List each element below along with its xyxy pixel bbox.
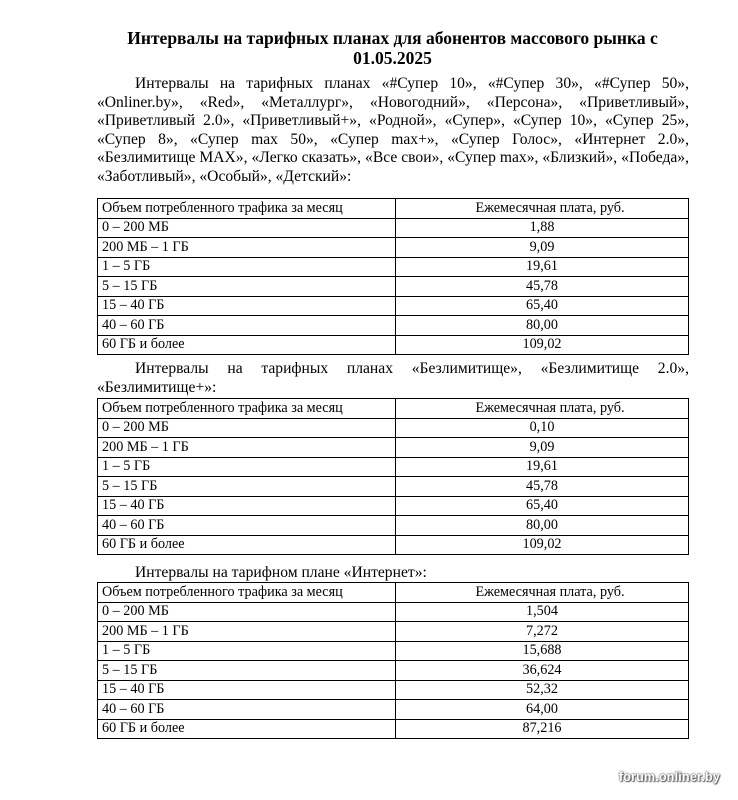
table-row [98,277,689,297]
table-header-row [98,583,689,603]
volume-cell: 0 – 200 МБ [98,218,396,238]
volume-cell: 15 – 40 ГБ [98,680,396,700]
volume-cell: 15 – 40 ГБ [98,296,396,316]
volume-cell: 60 ГБ и более [98,335,396,355]
price-cell: 15,688 [396,641,689,661]
price-cell: 19,61 [396,457,689,477]
price-cell: 1,504 [396,602,689,622]
price-cell: 36,624 [396,661,689,681]
volume-cell: 60 ГБ и более [98,719,396,739]
volume-cell: 5 – 15 ГБ [98,477,396,497]
header-price: Ежемесячная плата, руб. [396,583,689,603]
table-row [98,218,689,238]
table-row [98,418,689,438]
volume-cell: 200 МБ – 1 ГБ [98,438,396,458]
table-row [98,316,689,336]
volume-cell: 200 МБ – 1 ГБ [98,238,396,258]
table-row [98,496,689,516]
section-3-intro: Интервалы на тарифном плане «Интернет»: [135,564,427,581]
section-1-intro: Интервалы на тарифных планах «#Супер 10», «#Супер 30», «#Супер 50», «Onliner.by», «Red», «Металлург», «Новогодний», «Персона», «Приветливый», «Приветливый 2.0», «Приветливый+», «Родной», «Супер», «Супер 10», «Супер 25», «Супер 8», «Супер max 50», «Супер max+», «Супер Голос», «Интернет 2.0», «Безлимитище MAX», «Легко сказать», «Все свои», «Супер max», «Близкий», «Победа», «Заботливый», «Особый», «Детский»: [97,75,689,185]
volume-cell: 1 – 5 ГБ [98,641,396,661]
volume-cell: 0 – 200 МБ [98,418,396,438]
price-cell: 19,61 [396,257,689,277]
section-3-table [97,582,689,739]
header-volume: Объем потребленного трафика за месяц [98,399,396,419]
table-row [98,335,689,355]
table-row [98,622,689,642]
price-cell: 9,09 [396,438,689,458]
section-2-table [97,398,689,555]
price-cell: 52,32 [396,680,689,700]
table-row [98,238,689,258]
table-row [98,516,689,536]
price-cell: 109,02 [396,535,689,555]
table-row [98,438,689,458]
section-2-intro: Интервалы на тарифных планах «Безлимитище», «Безлимитище 2.0», «Безлимитище+»: [97,360,689,396]
volume-cell: 15 – 40 ГБ [98,496,396,516]
price-cell: 80,00 [396,516,689,536]
price-cell: 87,216 [396,719,689,739]
price-cell: 65,40 [396,496,689,516]
table-row [98,257,689,277]
price-cell: 0,10 [396,418,689,438]
watermark: forum.onliner.by [618,770,720,784]
price-cell: 7,272 [396,622,689,642]
table-row [98,296,689,316]
table-row [98,641,689,661]
price-cell: 109,02 [396,335,689,355]
table-header-row [98,199,689,219]
price-cell: 45,78 [396,277,689,297]
section-1-table [97,198,689,355]
table-row [98,700,689,720]
header-price: Ежемесячная плата, руб. [396,199,689,219]
header-volume: Объем потребленного трафика за месяц [98,199,396,219]
table-row [98,535,689,555]
volume-cell: 40 – 60 ГБ [98,316,396,336]
table-row [98,680,689,700]
header-volume: Объем потребленного трафика за месяц [98,583,396,603]
price-cell: 80,00 [396,316,689,336]
table-row [98,719,689,739]
document-title: Интервалы на тарифных планах для абонентов массового рынка с 01.05.2025 [127,28,658,68]
volume-cell: 40 – 60 ГБ [98,700,396,720]
table-row [98,602,689,622]
volume-cell: 1 – 5 ГБ [98,257,396,277]
table-row [98,457,689,477]
volume-cell: 0 – 200 МБ [98,602,396,622]
table-row [98,661,689,681]
volume-cell: 5 – 15 ГБ [98,661,396,681]
header-price: Ежемесячная плата, руб. [396,399,689,419]
table-row [98,477,689,497]
volume-cell: 40 – 60 ГБ [98,516,396,536]
price-cell: 9,09 [396,238,689,258]
volume-cell: 1 – 5 ГБ [98,457,396,477]
price-cell: 1,88 [396,218,689,238]
table-header-row [98,399,689,419]
price-cell: 45,78 [396,477,689,497]
price-cell: 64,00 [396,700,689,720]
price-cell: 65,40 [396,296,689,316]
volume-cell: 5 – 15 ГБ [98,277,396,297]
volume-cell: 60 ГБ и более [98,535,396,555]
volume-cell: 200 МБ – 1 ГБ [98,622,396,642]
